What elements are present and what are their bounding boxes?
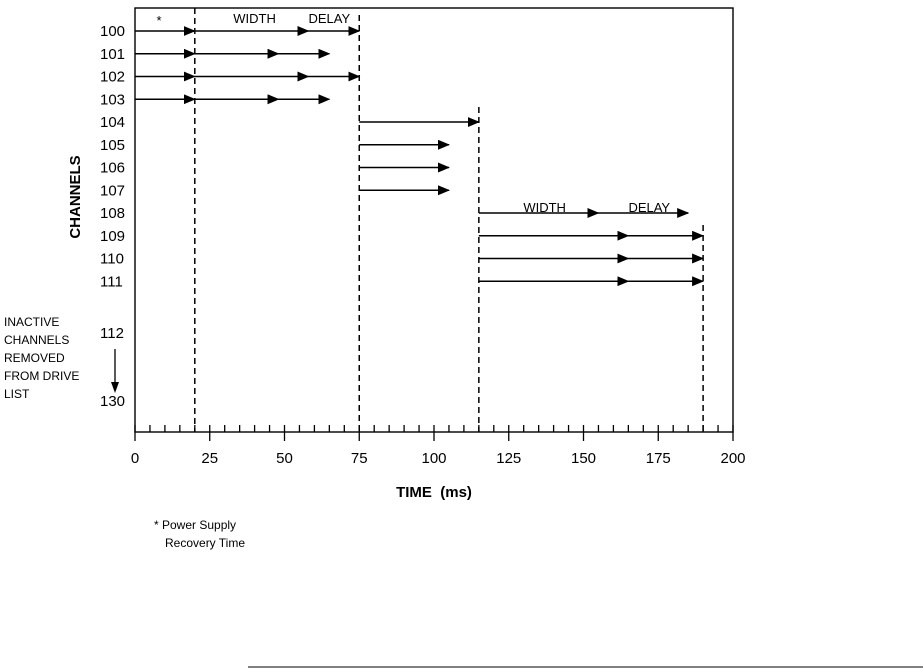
recovery-marker: *	[156, 13, 162, 28]
down-arrowhead-icon	[111, 382, 119, 393]
y-axis-title: CHANNELS	[67, 155, 84, 239]
channel-label: 102	[100, 68, 126, 86]
x-tick-label: 125	[496, 450, 522, 467]
x-axis-ticks	[135, 425, 733, 441]
inactive-note-line: REMOVED	[4, 351, 65, 365]
inactive-channel-label: 130	[100, 393, 126, 410]
channel-label: 108	[100, 205, 126, 222]
channel-label: 110	[100, 250, 124, 268]
channel-label: 100	[100, 23, 126, 40]
inactive-note-line: LIST	[4, 387, 30, 401]
phase-label-delay-2: DELAY	[628, 200, 671, 215]
channel-label: 103	[100, 91, 126, 109]
x-tick-label: 0	[130, 450, 140, 467]
x-tick-labels	[131, 450, 746, 467]
channel-label: 104	[100, 114, 126, 131]
channel-label: 106	[100, 159, 126, 177]
phase-label-width-1: WIDTH	[233, 11, 276, 26]
x-tick-label: 200	[720, 450, 746, 467]
x-tick-label: 175	[645, 450, 671, 467]
inactive-note-line: CHANNELS	[4, 333, 70, 347]
channel-arrows	[135, 31, 703, 281]
x-tick-label: 100	[421, 450, 447, 467]
x-tick-label: 25	[201, 450, 219, 467]
channel-labels	[100, 23, 125, 290]
channel-label: 101	[100, 45, 126, 63]
channel-label: 111	[100, 273, 123, 291]
inactive-note-line: FROM DRIVE	[4, 369, 80, 383]
x-tick-label: 50	[276, 450, 293, 467]
channel-label: 109	[100, 227, 126, 245]
x-tick-label: 75	[350, 450, 368, 467]
inactive-note-line: INACTIVE	[4, 315, 60, 329]
inactive-note	[4, 315, 79, 401]
x-tick-label: 150	[570, 450, 597, 467]
x-axis-title: TIME (ms)	[396, 484, 472, 501]
channel-label: 105	[100, 136, 126, 154]
inactive-channel-label: 112	[100, 325, 124, 342]
phase-label-delay-1: DELAY	[308, 11, 351, 26]
phase-labels	[233, 11, 670, 215]
phase-boundaries	[195, 8, 703, 432]
footnote-line: Recovery Time	[165, 536, 246, 550]
footnote-line: * Power Supply	[154, 518, 237, 532]
plot-frame	[135, 8, 733, 432]
channel-label: 107	[100, 182, 126, 200]
phase-label-width-2: WIDTH	[523, 200, 566, 215]
